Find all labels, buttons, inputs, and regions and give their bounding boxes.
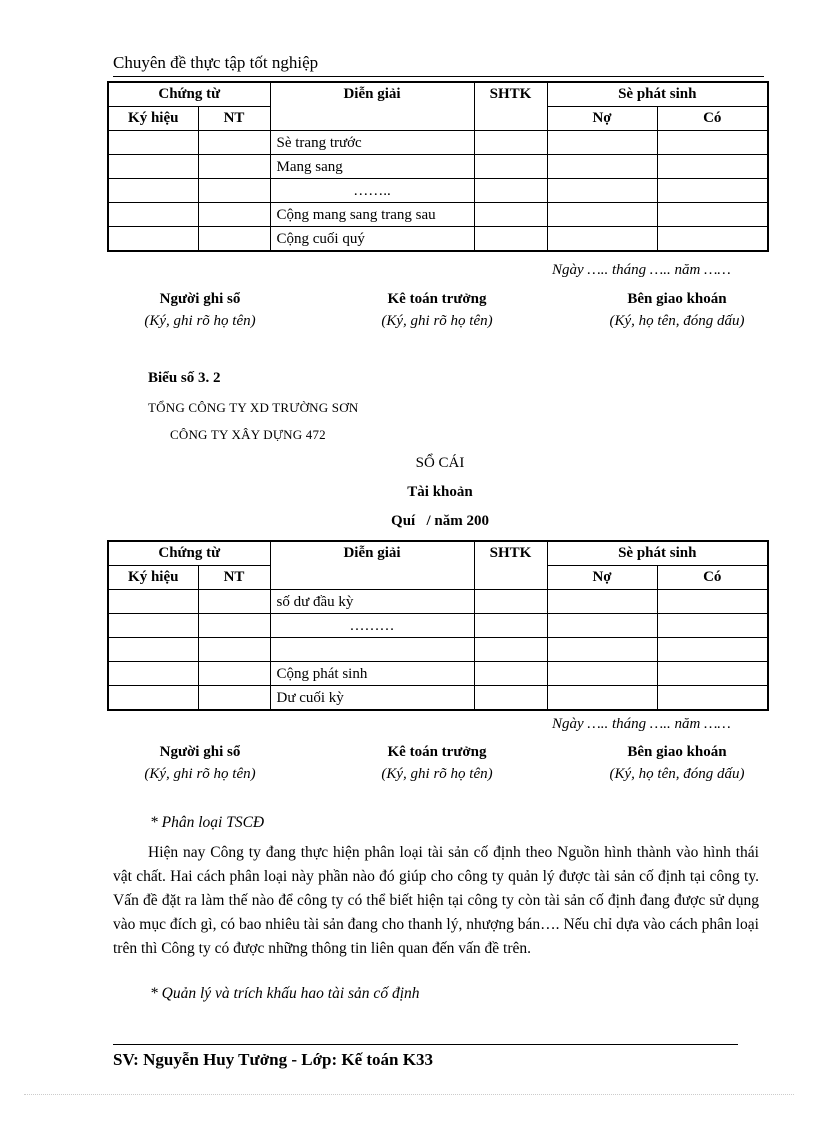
row-description: …….. [270, 179, 474, 203]
section-heading-classification: * Phân loại TSCĐ [150, 814, 265, 831]
org-company-name: CÔNG TY XÂY DỰNG 472 [170, 427, 326, 442]
table-row [108, 227, 768, 252]
header-divider [113, 76, 764, 77]
header-chung-tu: Chứng từ [108, 541, 270, 566]
row-description: Sè trang trước [270, 131, 474, 155]
signature-note: (Ký, họ tên, đóng dấu) [609, 313, 745, 329]
row-description [270, 638, 474, 662]
page-footer: SV: Nguyễn Huy Tưởng - Lớp: Kế toán K33 [113, 1050, 433, 1069]
header-co: Có [657, 107, 768, 131]
signature-date-2: Ngày ….. tháng ….. năm …… [552, 716, 731, 732]
table-row [108, 662, 768, 686]
table-row [108, 203, 768, 227]
header-dien-giai: Diễn giải [270, 541, 474, 590]
signature-note: (Ký, ghi rõ họ tên) [381, 766, 493, 782]
row-description: ……… [270, 614, 474, 638]
ledger-table-2 [107, 540, 769, 711]
signature-note: (Ký, ghi rõ họ tên) [144, 766, 256, 782]
signature-note: (Ký, ghi rõ họ tên) [381, 313, 493, 329]
table-row [108, 686, 768, 711]
signature-role: Kê toán trưởng [387, 291, 487, 307]
ledger-title: SỔ CÁI [415, 455, 465, 471]
row-description: Cộng mang sang trang sau [270, 203, 474, 227]
signature-block-chief-accountant-2 [322, 741, 552, 785]
header-so-phat-sinh: Sè phát sinh [547, 82, 768, 107]
signature-date-1: Ngày ….. tháng ….. năm …… [552, 262, 731, 278]
page-header-title: Chuyên đề thực tập tốt nghiệp [113, 53, 319, 72]
period-label: Quí / năm 200 [391, 513, 489, 529]
header-ky-hieu: Ký hiệu [108, 566, 198, 590]
account-label: Tài khoản [407, 484, 473, 500]
row-description: Cộng phát sinh [270, 662, 474, 686]
signature-role: Người ghi sổ [159, 291, 241, 307]
signature-block-recorder-1 [85, 288, 315, 332]
row-description: số dư đầu kỳ [270, 590, 474, 614]
ledger-table-1 [107, 81, 769, 252]
table-row [108, 179, 768, 203]
header-co: Có [657, 566, 768, 590]
table-row [108, 155, 768, 179]
row-description: Cộng cuối quý [270, 227, 474, 252]
header-no: Nợ [547, 107, 657, 131]
header-nt: NT [198, 566, 270, 590]
form-label: Biểu số 3. 2 [148, 370, 221, 386]
section-heading-depreciation: * Quản lý và trích khấu hao tài sản cố định [150, 985, 420, 1002]
table-row [108, 590, 768, 614]
table-row [108, 614, 768, 638]
header-no: Nợ [547, 566, 657, 590]
signature-role: Kê toán trưởng [387, 744, 487, 760]
row-description: Dư cuối kỳ [270, 686, 474, 711]
header-chung-tu: Chứng từ [108, 82, 270, 107]
signature-block-chief-accountant-1 [322, 288, 552, 332]
signature-role: Bên giao khoán [627, 744, 727, 760]
table-row [108, 638, 768, 662]
signature-note: (Ký, ghi rõ họ tên) [144, 313, 256, 329]
header-nt: NT [198, 107, 270, 131]
signature-role: Bên giao khoán [627, 291, 727, 307]
table-row [108, 131, 768, 155]
body-paragraph: Hiện nay Công ty đang thực hiện phân loại tài sản cố định theo Nguồn hình thành vào hình thái vật chất. Hai cách phân loại này phần nào đó giúp cho công ty quản lý được tài sản cố định tại công ty. Vấn đề đặt ra làm thế nào để công ty có thể biết hiện tại công ty còn tài sản cố định đang được sử dụng vào mục đích gì, có bao nhiêu tài sản đang cho thanh lý, nhượng bán…. Nếu chỉ dựa vào cách phân loại trên thì Công ty có được những thông tin liên quan đến vấn đề trên. [113, 844, 759, 957]
signature-note: (Ký, họ tên, đóng dấu) [609, 766, 745, 782]
footer-divider [113, 1044, 738, 1045]
header-shtk: SHTK [474, 82, 547, 131]
header-shtk: SHTK [474, 541, 547, 590]
page-bottom-edge [24, 1094, 794, 1095]
org-parent-name: TỔNG CÔNG TY XD TRƯỜNG SƠN [148, 400, 359, 415]
signature-block-recorder-2 [85, 741, 315, 785]
header-ky-hieu: Ký hiệu [108, 107, 198, 131]
header-dien-giai: Diễn giải [270, 82, 474, 131]
signature-block-contractor-1 [562, 288, 792, 332]
row-description: Mang sang [270, 155, 474, 179]
signature-role: Người ghi sổ [159, 744, 241, 760]
header-so-phat-sinh: Sè phát sinh [547, 541, 768, 566]
signature-block-contractor-2 [562, 741, 792, 785]
